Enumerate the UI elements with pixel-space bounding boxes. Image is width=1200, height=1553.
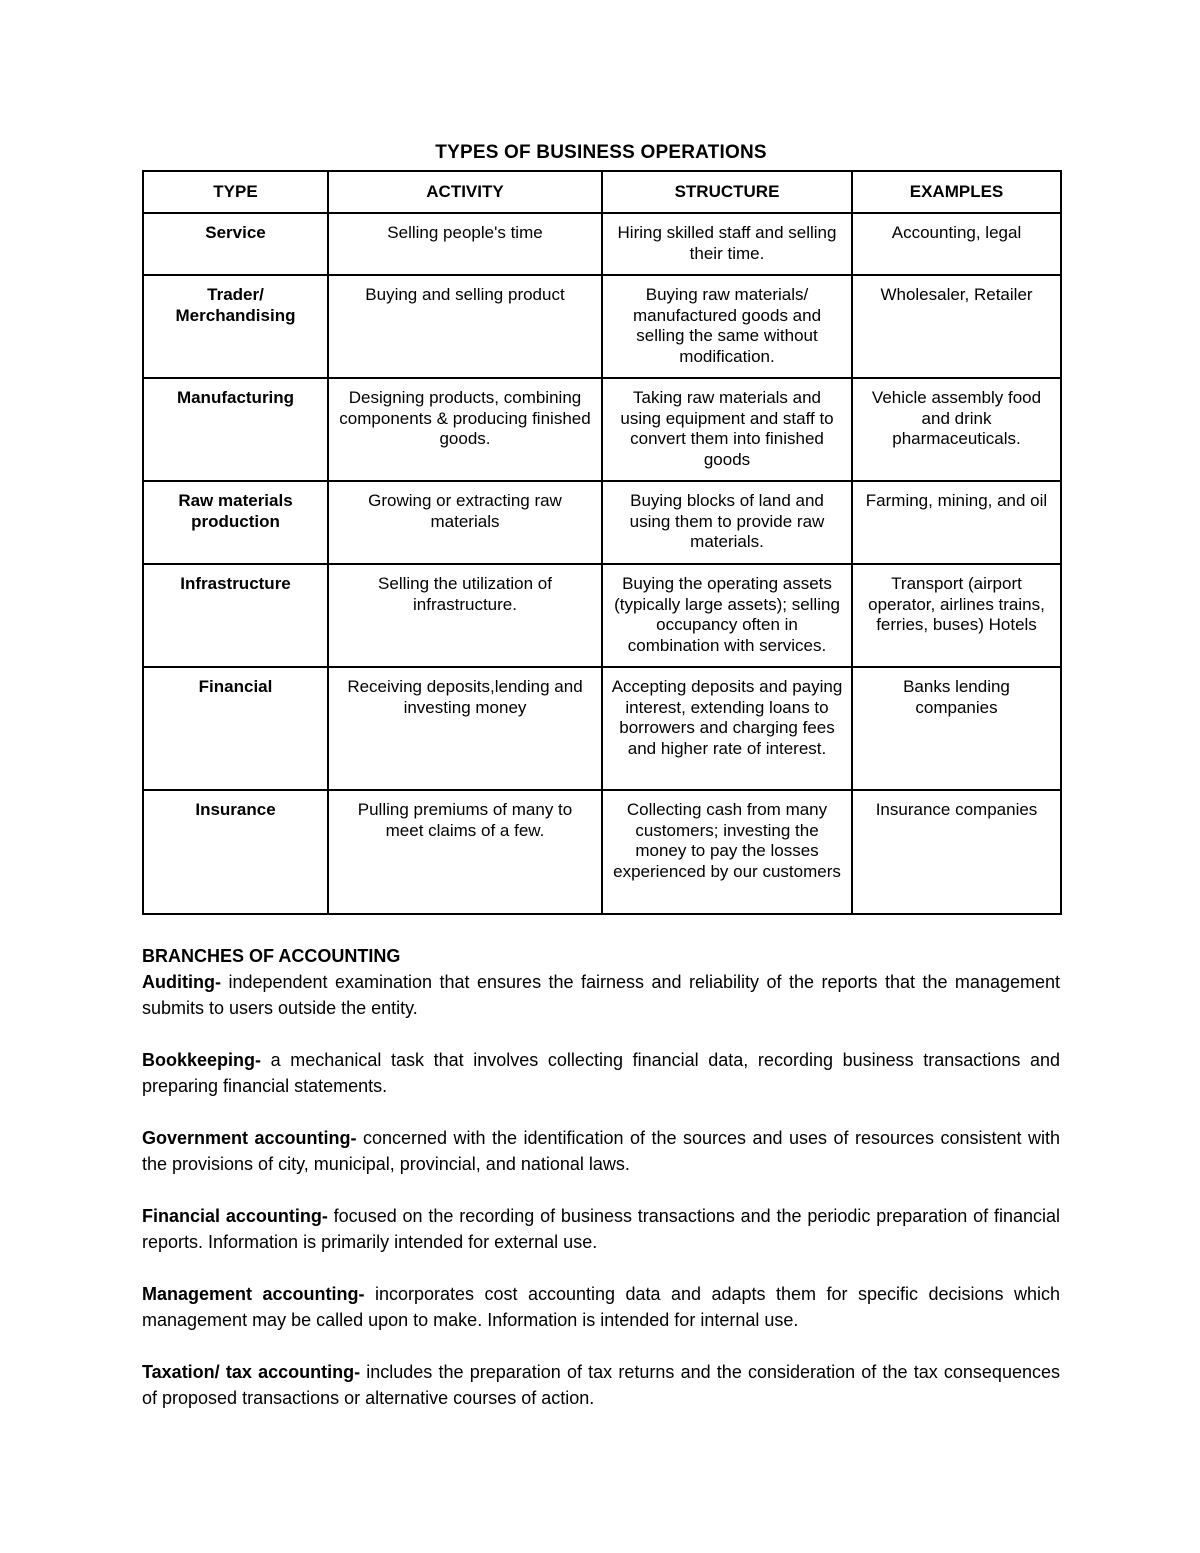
branch-term: Bookkeeping- [142, 1050, 262, 1070]
header-examples: EXAMPLES [852, 171, 1061, 213]
business-operations-table [142, 170, 1062, 915]
branch-definition: includes the preparation of tax returns and the consideration of the tax consequences of proposed transactions or alternative courses of action. [142, 1362, 1060, 1408]
cell-structure: Accepting deposits and paying interest, extending loans to borrowers and charging fees and higher rate of interest. [602, 667, 852, 790]
branch-term: Management accounting- [142, 1284, 365, 1304]
cell-activity: Pulling premiums of many to meet claims of a few. [328, 790, 602, 914]
cell-examples: Wholesaler, Retailer [852, 275, 1061, 378]
branch-bookkeeping [142, 1047, 1060, 1099]
cell-type: Service [143, 213, 328, 275]
branches-section [142, 943, 1060, 1411]
branch-term: Financial accounting- [142, 1206, 328, 1226]
branch-tax-accounting [142, 1359, 1060, 1411]
cell-type: Raw materials production [143, 481, 328, 564]
cell-structure: Buying blocks of land and using them to provide raw materials. [602, 481, 852, 564]
cell-type: Manufacturing [143, 378, 328, 481]
cell-structure: Buying raw materials/ manufactured goods and selling the same without modification. [602, 275, 852, 378]
table-row [143, 481, 1061, 564]
branch-definition: independent examination that ensures the fairness and reliability of the reports that the management submits to users outside the entity. [142, 972, 1060, 1018]
cell-examples: Farming, mining, and oil [852, 481, 1061, 564]
branch-definition: incorporates cost accounting data and adapts them for specific decisions which management may be called upon to make. Information is intended for internal use. [142, 1284, 1060, 1330]
cell-type: Trader/ Merchandising [143, 275, 328, 378]
cell-structure: Collecting cash from many customers; investing the money to pay the losses experienced by our customers [602, 790, 852, 914]
cell-examples: Banks lending companies [852, 667, 1061, 790]
cell-examples: Insurance companies [852, 790, 1061, 914]
cell-examples: Vehicle assembly food and drink pharmaceuticals. [852, 378, 1061, 481]
branch-auditing [142, 969, 1060, 1021]
cell-type: Financial [143, 667, 328, 790]
header-activity: ACTIVITY [328, 171, 602, 213]
branch-financial-accounting [142, 1203, 1060, 1255]
cell-examples: Transport (airport operator, airlines trains, ferries, buses) Hotels [852, 564, 1061, 667]
table-row [143, 564, 1061, 667]
table-row [143, 667, 1061, 790]
table-row [143, 790, 1061, 914]
table-header-row [143, 171, 1061, 213]
branch-definition: a mechanical task that involves collecting financial data, recording business transactions and preparing financial statements. [142, 1050, 1060, 1096]
branch-term: Auditing- [142, 972, 221, 992]
branch-term: Taxation/ tax accounting- [142, 1362, 361, 1382]
cell-structure: Buying the operating assets (typically large assets); selling occupancy often in combination with services. [602, 564, 852, 667]
page-title: TYPES OF BUSINESS OPERATIONS [435, 142, 767, 163]
cell-type: Infrastructure [143, 564, 328, 667]
branch-management-accounting [142, 1281, 1060, 1333]
cell-activity: Buying and selling product [328, 275, 602, 378]
cell-activity: Selling people's time [328, 213, 602, 275]
table-row [143, 275, 1061, 378]
cell-activity: Selling the utilization of infrastructure. [328, 564, 602, 667]
table-row [143, 213, 1061, 275]
branches-heading: BRANCHES OF ACCOUNTING [142, 946, 401, 966]
header-type: TYPE [143, 171, 328, 213]
cell-structure: Taking raw materials and using equipment and staff to convert them into finished goods [602, 378, 852, 481]
cell-activity: Designing products, combining components & producing finished goods. [328, 378, 602, 481]
document-page [142, 142, 1060, 1437]
cell-activity: Receiving deposits,lending and investing money [328, 667, 602, 790]
branch-definition: concerned with the identification of the sources and uses of resources consistent with the provisions of city, municipal, provincial, and national laws. [142, 1128, 1060, 1174]
cell-activity: Growing or extracting raw materials [328, 481, 602, 564]
cell-type: Insurance [143, 790, 328, 914]
cell-examples: Accounting, legal [852, 213, 1061, 275]
header-structure: STRUCTURE [602, 171, 852, 213]
branch-definition: focused on the recording of business transactions and the periodic preparation of financial reports. Information is primarily intended for external use. [142, 1206, 1060, 1252]
cell-structure: Hiring skilled staff and selling their time. [602, 213, 852, 275]
branch-government-accounting [142, 1125, 1060, 1177]
table-row [143, 378, 1061, 481]
branch-term: Government accounting- [142, 1128, 357, 1148]
